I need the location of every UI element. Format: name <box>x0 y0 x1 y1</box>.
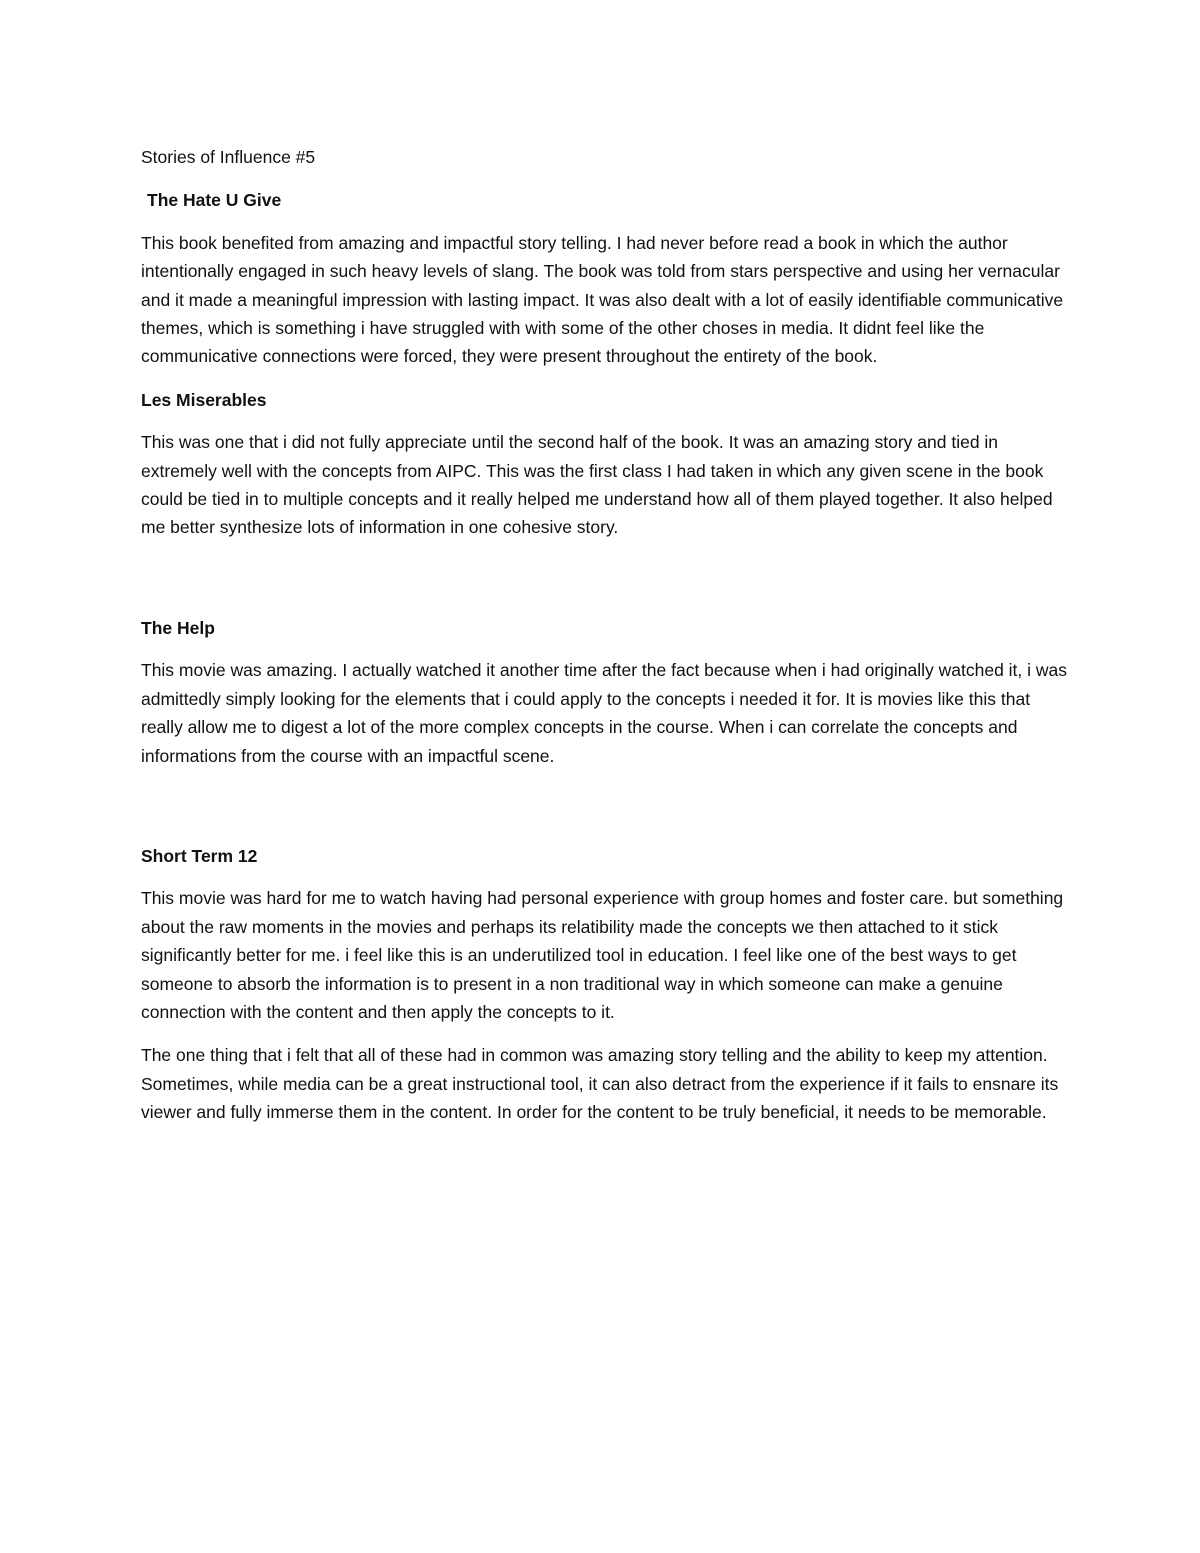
blank-space <box>141 785 1071 842</box>
document-title: Stories of Influence #5 <box>141 147 316 167</box>
document-page <box>141 143 1071 1142</box>
paragraph-short-term-12: This movie was hard for me to watch having had personal experience with group homes and foster care. but something about the raw moments in the movies and perhaps its relatibility made the concepts we then attached to it stick significantly better for me. i feel like this is an underutilized tool in education. I feel like one of the best ways to get someone to absorb the information is to present in a non traditional way in which someone can make a genuine connection with the content and then apply the concepts to it. <box>141 888 1064 1022</box>
heading-les-miserables: Les Miserables <box>141 389 267 410</box>
paragraph-les-miserables: This was one that i did not fully appreciate until the second half of the book. It was an amazing story and tied in extremely well with the concepts from AIPC. This was the first class I had taken in which any given scene in the book could be tied in to multiple concepts and it really helped me understand how all of them played together. It also helped me better synthesize lots of information in one cohesive story. <box>141 432 1053 538</box>
blank-space <box>141 557 1071 614</box>
paragraph-the-hate-u-give: This book benefited from amazing and impactful story telling. I had never before read a book in which the author intentionally engaged in such heavy levels of slang. The book was told from stars perspective and using her vernacular and it made a meaningful impression with lasting impact. It was also dealt with a lot of easily identifiable communicative themes, which is something i have struggled with with some of the other choses in media. It didnt feel like the communicative connections were forced, they were present throughout the entirety of the book. <box>141 232 1064 367</box>
paragraph-conclusion: The one thing that i felt that all of these had in common was amazing story telling and the ability to keep my attention. Sometimes, while media can be a great instructional tool, it can also detract from the experience if it fails to ensnare its viewer and fully immerse them in the content. In order for the content to be truly beneficial, it needs to be memorable. <box>141 1045 1059 1123</box>
paragraph-the-help: This movie was amazing. I actually watched it another time after the fact because when i had originally watched it, i was admittedly simply looking for the elements that i could apply to the concepts i needed it for. It is movies like this that really allow me to digest a lot of the more complex concepts in the course. When i can correlate the concepts and informations from the course with an impactful scene. <box>141 660 1068 766</box>
heading-the-help: The Help <box>141 617 215 638</box>
heading-the-hate-u-give: The Hate U Give <box>147 190 282 211</box>
heading-short-term-12: Short Term 12 <box>141 845 258 866</box>
